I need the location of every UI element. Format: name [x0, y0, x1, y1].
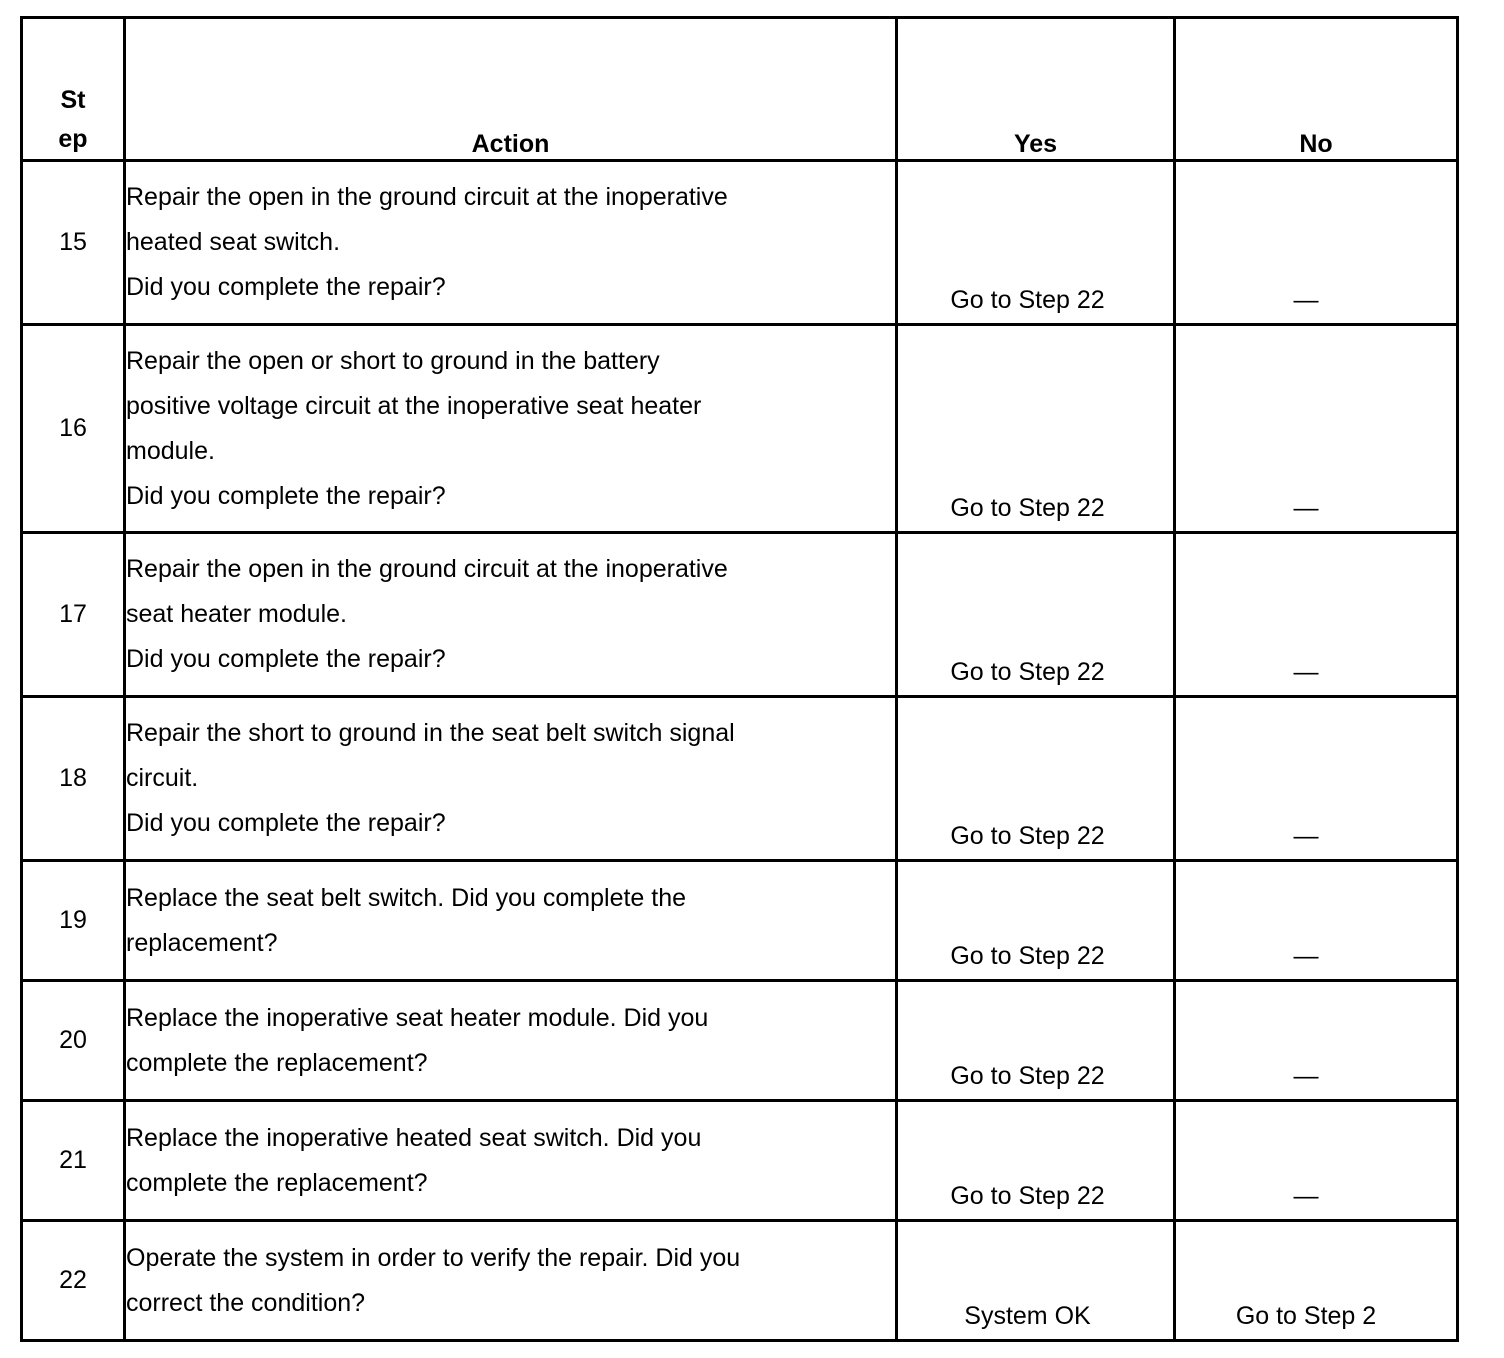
action-text	[125, 697, 897, 861]
action-line: Did you complete the repair?	[126, 273, 446, 301]
no-result	[1175, 697, 1458, 861]
table-row	[22, 1101, 1458, 1221]
table-row	[22, 861, 1458, 981]
action-line: seat heater module.	[126, 600, 347, 628]
yes-result-text: Go to Step 22	[950, 822, 1105, 850]
step-number: 20	[22, 981, 125, 1101]
header-step-line1: St	[60, 86, 86, 114]
table-row	[22, 161, 1458, 325]
no-result-text: Go to Step 2	[1235, 1302, 1377, 1330]
yes-result	[897, 697, 1175, 861]
no-result-text: —	[1293, 942, 1319, 970]
yes-result-text: Go to Step 22	[950, 1062, 1105, 1090]
table-row	[22, 697, 1458, 861]
action-line: circuit.	[126, 764, 199, 792]
action-line: Did you complete the repair?	[126, 645, 446, 673]
action-text	[125, 1221, 897, 1341]
action-line: Repair the open in the ground circuit at the inoperative	[126, 555, 728, 583]
action-line: complete the replacement?	[126, 1048, 428, 1077]
no-result-text: —	[1293, 1062, 1319, 1090]
header-step-line2: ep	[58, 125, 88, 153]
action-line: replacement?	[126, 928, 278, 957]
step-number: 18	[22, 697, 125, 861]
action-text	[125, 861, 897, 981]
action-line: Did you complete the repair?	[126, 481, 446, 510]
yes-result	[897, 533, 1175, 697]
no-result-text: —	[1293, 822, 1319, 850]
action-text	[125, 161, 897, 325]
table-row	[22, 981, 1458, 1101]
step-number: 15	[22, 161, 125, 325]
action-line: Replace the inoperative heated seat switch. Did you	[126, 1123, 702, 1152]
header-step	[22, 18, 125, 161]
header-yes: Yes	[897, 18, 1175, 161]
action-text	[125, 981, 897, 1101]
header-action: Action	[125, 18, 897, 161]
no-result-text: —	[1293, 1182, 1319, 1210]
yes-result	[897, 161, 1175, 325]
action-line: Replace the inoperative seat heater module. Did you	[126, 1003, 709, 1032]
header-row	[22, 18, 1458, 161]
action-line: Repair the open or short to ground in the battery	[126, 346, 660, 375]
yes-result-text: Go to Step 22	[950, 494, 1105, 522]
header-no: No	[1175, 18, 1458, 161]
action-line: Operate the system in order to verify the repair. Did you	[126, 1243, 741, 1272]
yes-result	[897, 861, 1175, 981]
yes-result	[897, 981, 1175, 1101]
table-row	[22, 1221, 1458, 1341]
step-number: 19	[22, 861, 125, 981]
action-line: positive voltage circuit at the inoperative seat heater	[126, 391, 702, 420]
table-row	[22, 533, 1458, 697]
no-result	[1175, 325, 1458, 533]
no-result	[1175, 161, 1458, 325]
yes-result	[897, 325, 1175, 533]
action-text	[125, 1101, 897, 1221]
step-number: 17	[22, 533, 125, 697]
action-line: Replace the seat belt switch. Did you complete the	[126, 883, 687, 912]
no-result	[1175, 981, 1458, 1101]
action-text	[125, 325, 897, 533]
action-line: module.	[126, 436, 215, 465]
action-line: heated seat switch.	[126, 228, 341, 256]
step-number: 22	[22, 1221, 125, 1341]
no-result	[1175, 533, 1458, 697]
action-text	[125, 533, 897, 697]
yes-result	[897, 1101, 1175, 1221]
yes-result-text: Go to Step 22	[950, 1182, 1105, 1210]
no-result	[1175, 1101, 1458, 1221]
no-result	[1175, 1221, 1458, 1341]
yes-result-text: System OK	[964, 1302, 1091, 1330]
action-line: complete the replacement?	[126, 1168, 428, 1197]
action-line: Repair the open in the ground circuit at the inoperative	[126, 183, 728, 211]
action-line: correct the condition?	[126, 1288, 366, 1317]
action-line: Did you complete the repair?	[126, 809, 446, 837]
yes-result-text: Go to Step 22	[950, 658, 1105, 686]
no-result-text: —	[1293, 494, 1319, 522]
yes-result-text: Go to Step 22	[950, 286, 1105, 314]
no-result-text: —	[1293, 658, 1319, 686]
table-row	[22, 325, 1458, 533]
step-number: 16	[22, 325, 125, 533]
diagnostic-table	[20, 16, 1459, 1342]
no-result	[1175, 861, 1458, 981]
step-number: 21	[22, 1101, 125, 1221]
no-result-text: —	[1293, 286, 1319, 314]
action-line: Repair the short to ground in the seat belt switch signal	[126, 719, 735, 747]
yes-result	[897, 1221, 1175, 1341]
yes-result-text: Go to Step 22	[950, 942, 1105, 970]
